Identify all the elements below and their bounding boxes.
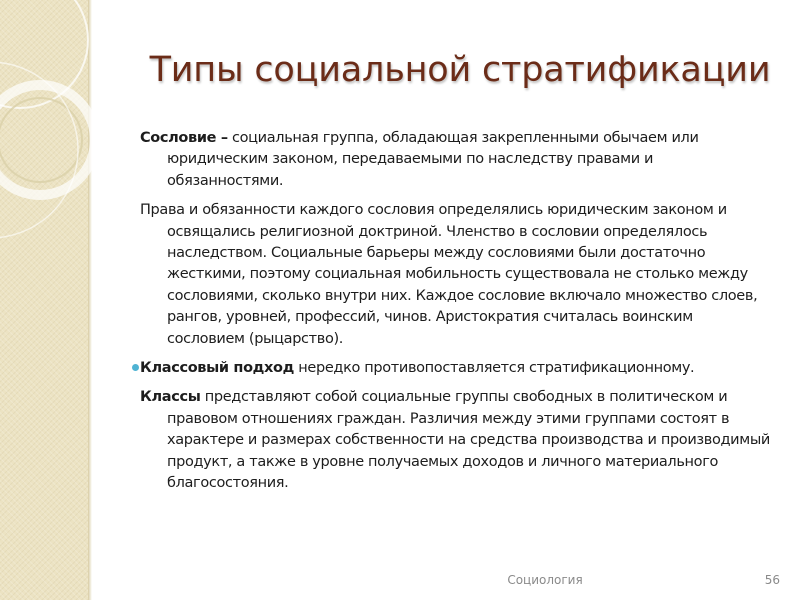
paragraph-text: социальная группа, обладающая закрепленными обычаем или юридическим законом, передаваемыми по наследству правами и обязанностями. bbox=[167, 130, 699, 189]
paragraph-text: Права и обязанности каждого сословия определялись юридическим законом и освящались религиозной доктриной. Членство в сословии определялось наследством. Социальные барьеры между сословиями были достаточно жесткими, поэтому социальная мобильность существовала не столько между сословиями, сколько внутри них. Каждое сословие включало множество слоев, рангов, уровней, профессий, чинов. Аристократия считалась воинским сословием (рыцарство). bbox=[140, 202, 758, 347]
paragraph-classes-definition bbox=[140, 387, 770, 494]
slide-title: Типы социальной стратификации bbox=[149, 50, 771, 90]
term-soslovie: Сословие – bbox=[140, 130, 228, 146]
paragraph-text: нередко противопоставляется стратификационному. bbox=[294, 360, 695, 377]
paragraph-soslovie-rights bbox=[140, 200, 770, 350]
page-number: 56 bbox=[764, 573, 780, 587]
term-classes: Классы bbox=[140, 389, 201, 406]
footer-course-label: Социология bbox=[507, 573, 583, 587]
bullet-dot-icon bbox=[132, 364, 139, 371]
side-band-edge bbox=[88, 0, 92, 600]
bullet-item-class-approach bbox=[140, 358, 770, 379]
slide-body bbox=[140, 128, 770, 503]
term-class-approach: Классовый подход bbox=[140, 360, 295, 377]
paragraph-soslovie-definition bbox=[140, 128, 770, 192]
paragraph-text: представляют собой социальные группы свободных в политическом и правовом отношениях граждан. Различия между этими группами состоят в характере и размерах собственности на средства производства и производимый продукт, а также в уровне получаемых доходов и личного материального благосостояния. bbox=[167, 389, 770, 492]
side-decor-band bbox=[0, 0, 88, 600]
